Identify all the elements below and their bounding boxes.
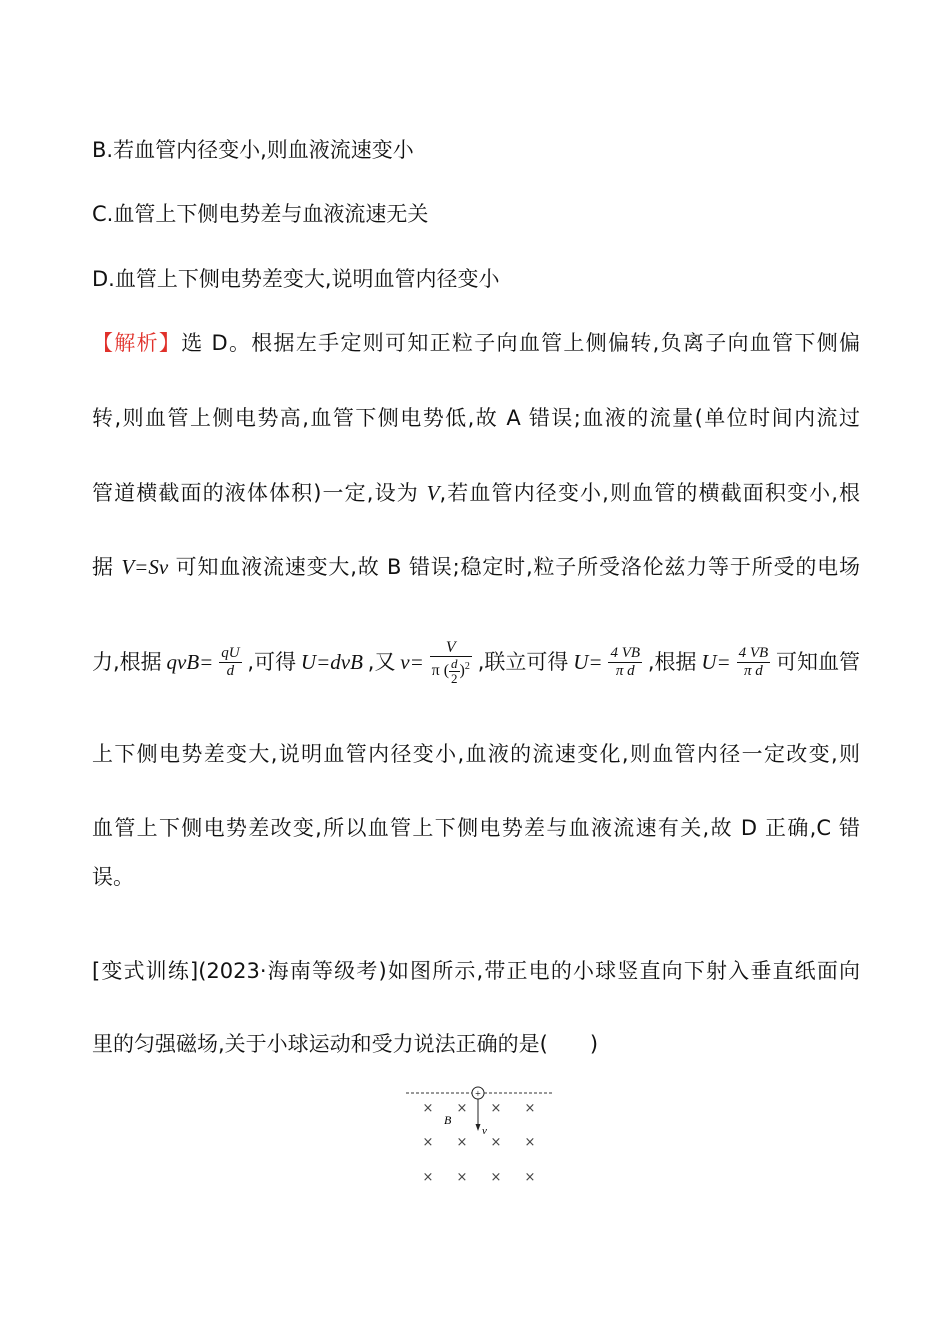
magnetic-field-figure — [400, 1080, 560, 1190]
field-cross: × — [456, 1135, 468, 1150]
analysis-line-6: 上下侧电势差变大,说明血管内径变小,血液的流速变化,则血管内径一定改变,则 — [92, 742, 860, 766]
analysis-line-5: 力,根据 qvB= $\frac{qU}{d}$ ,可得 U=dvB ,又 v= V π ( $\frac{d}{2}$ )$^2$ ,联立可得 U= $\frac{4 VB}{\text{π d}}$ ,根据 U= $\frac{4 VB}{\text{π d}}$ 可知血管 — [92, 638, 860, 686]
analysis-line-1: 【解析】选 D。根据左手定则可知正粒子向血管上侧偏转,负离子向血管下侧偏 — [92, 331, 860, 355]
field-cross: × — [524, 1101, 536, 1116]
field-cross: × — [422, 1101, 434, 1116]
field-cross: × — [490, 1170, 502, 1185]
analysis-line-4: 据 V=Sv 可知血液流速变大,故 B 错误;稳定时,粒子所受洛伦兹力等于所受的电场 — [92, 555, 860, 579]
velocity-arrow-head — [476, 1124, 481, 1131]
analysis-line-8: 误。 — [92, 865, 134, 889]
fraction-qu-d: $\frac{qU}{d}$ — [221, 644, 240, 679]
field-cross: × — [456, 1170, 468, 1185]
fraction-4vb-pid-2: $\frac{4 VB}{\text{π d}}$ — [738, 644, 769, 679]
analysis-tag: 【解析】 — [92, 331, 182, 355]
option-b: B.若血管内径变小,则血液流速变小 — [92, 138, 414, 162]
option-c: C.血管上下侧电势差与血液流速无关 — [92, 202, 429, 226]
field-cross: × — [490, 1135, 502, 1150]
velocity-label: v — [482, 1125, 487, 1137]
field-cross: × — [422, 1170, 434, 1185]
option-d: D.血管上下侧电势差变大,说明血管内径变小 — [92, 267, 500, 291]
field-cross: × — [524, 1170, 536, 1185]
exercise-line-2: 里的匀强磁场,关于小球运动和受力说法正确的是( ) — [92, 1032, 599, 1056]
field-cross: × — [490, 1101, 502, 1116]
fraction-4vb-pid-1: $\frac{4 VB}{\text{π d}}$ — [610, 644, 641, 679]
analysis-line-2: 转,则血管上侧电势高,血管下侧电势低,故 A 错误;血液的流量(单位时间内流过 — [92, 406, 860, 430]
exercise-line-1: [变式训练](2023·海南等级考)如图所示,带正电的小球竖直向下射入垂直纸面向 — [92, 959, 860, 983]
field-cross: × — [524, 1135, 536, 1150]
field-cross: × — [456, 1101, 468, 1116]
formula-v-sv: V=Sv — [121, 555, 169, 579]
analysis-line-7: 血管上下侧电势差改变,所以血管上下侧电势差与血液流速有关,故 D 正确,C 错 — [92, 816, 860, 840]
field-cross: × — [422, 1135, 434, 1150]
charge-symbol: + — [475, 1089, 481, 1100]
fraction-v-area: V π ( $\frac{d}{2}$ )$^2$ — [431, 638, 470, 686]
analysis-line-3: 管道横截面的液体体积)一定,设为 V,若血管内径变小,则血管的横截面积变小,根 — [92, 481, 860, 505]
field-label: B — [444, 1113, 452, 1127]
